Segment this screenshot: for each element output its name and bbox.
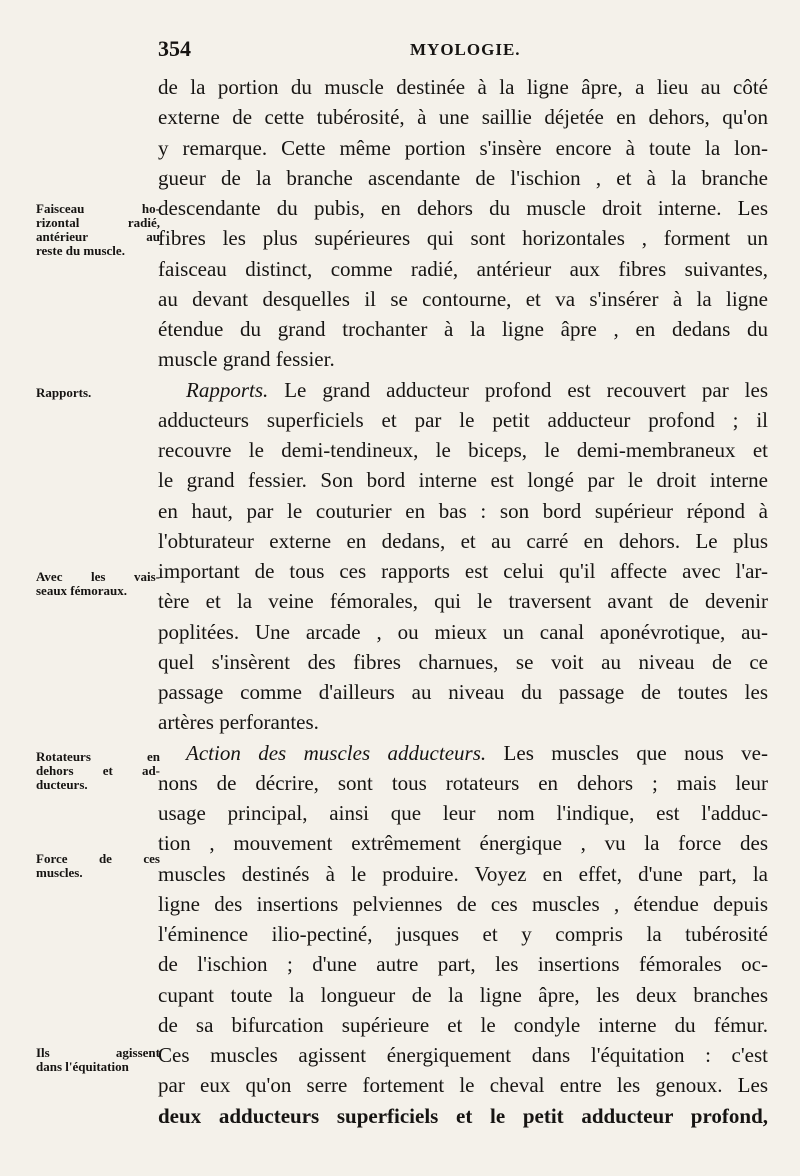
section-lead-rapports: Rapports. (186, 377, 269, 402)
margin-note-line: rizontal radié, (36, 215, 160, 230)
margin-note-line: seaux fémoraux. (36, 583, 127, 598)
text-line: muscles destinés à le produire. Voyez en effet, d'une part, la (158, 861, 768, 886)
margin-note-rapports (36, 386, 160, 400)
page-number: 354 (158, 36, 191, 61)
text-line: externe de cette tubérosité, à une saillie déjetée en dehors, qu'on (158, 105, 768, 130)
text-line: par eux qu'on serre fortement le cheval entre les genoux. Les (158, 1073, 768, 1098)
text-line: deux adducteurs superficiels et le petit adducteur profond, (158, 1103, 768, 1128)
text-line: gueur de la branche ascendante de l'ischion , et à la branche (158, 165, 768, 190)
margin-note-line: Avec les vais- (36, 569, 160, 584)
text-line: le grand fessier. Son bord interne est longé par le droit interne (158, 468, 768, 493)
text-line: en haut, par le couturier en bas : son bord supérieur répond à (158, 498, 768, 523)
text-line: recouvre le demi-tendineux, le biceps, le demi-membraneux et (158, 438, 768, 462)
text-line: ligne des insertions pelviennes de ces muscles , étendue depuis (158, 891, 768, 916)
text-line: l'éminence ilio-pectiné, jusques et y compris la tubérosité (158, 922, 768, 946)
text-line: tère et la veine fémorales, qui le traversent avant de devenir (158, 589, 768, 614)
text-line: important de tous ces rapports est celui qu'il affecte avec l'ar- (158, 559, 768, 583)
margin-note-line: reste du muscle. (36, 243, 125, 258)
text-line: quel s'insèrent des fibres charnues, se voit au niveau de ce (158, 649, 768, 674)
text-line: de la portion du muscle destinée à la ligne âpre, a lieu au côté (158, 75, 768, 99)
text-line: nons de décrire, sont tous rotateurs en dehors ; mais leur (158, 770, 768, 795)
text-line: poplitées. Une arcade , ou mieux un canal aponévrotique, au- (158, 619, 768, 644)
margin-note-rotateurs (36, 750, 160, 792)
margin-note-line: Rotateurs en (36, 749, 160, 764)
text-line: muscle grand fessier. (158, 347, 335, 372)
margin-note-line: ducteurs. (36, 777, 88, 792)
text-line: étendue du grand trochanter à la ligne âpre , en dedans du (158, 317, 768, 341)
text-line: au devant desquelles il se contourne, et va s'insérer à la ligne (158, 286, 768, 311)
paragraph-rapports-first-line (158, 375, 768, 405)
running-title: MYOLOGIE. (410, 40, 521, 59)
text-line: cupant toute la longueur de la ligne âpre, les deux branches (158, 982, 768, 1007)
body-text (158, 72, 768, 1131)
margin-note-vaisseaux (36, 570, 160, 598)
margin-note-line: Rapports. (36, 385, 92, 400)
margin-note-force (36, 852, 160, 880)
text-line: faisceau distinct, comme radié, antérieur aux fibres suivantes, (158, 256, 768, 281)
margin-note-line: antérieur au (36, 229, 160, 244)
text-line: artères perforantes. (158, 710, 319, 735)
text-line: Les muscles que nous ve- (503, 740, 768, 765)
text-line: Ces muscles agissent énergiquement dans l'équitation : c'est (158, 1043, 768, 1067)
text-line: de l'ischion ; d'une autre part, les insertions fémorales oc- (158, 952, 768, 977)
margin-note-line: Force de ces (36, 851, 160, 866)
margin-note-equitation (36, 1046, 160, 1074)
text-line: descendante du pubis, en dehors du muscle droit interne. Les (158, 196, 768, 220)
margin-note-line: dans l'équitation (36, 1059, 129, 1074)
text-line: tion , mouvement extrêmement énergique , vu la force des (158, 831, 768, 856)
text-line: y remarque. Cette même portion s'insère encore à toute la lon- (158, 135, 768, 160)
margin-note-line: dehors et ad- (36, 763, 160, 778)
text-line: passage comme d'ailleurs au niveau du passage de toutes les (158, 680, 768, 704)
page-header (158, 36, 758, 62)
text-line: l'obturateur externe en dedans, et au carré en dehors. Le plus (158, 528, 768, 553)
text-line: usage principal, ainsi que leur nom l'indique, est l'adduc- (158, 801, 768, 825)
section-lead-action: Action des muscles adducteurs. (186, 740, 487, 765)
text-line: Le grand adducteur profond est recouvert par les (284, 377, 768, 402)
margin-note-line: muscles. (36, 865, 83, 880)
margin-note-line: Ils agissent (36, 1045, 160, 1060)
text-line: fibres les plus supérieures qui sont horizontales , forment un (158, 226, 768, 251)
margin-note-faisceau (36, 202, 160, 258)
text-line: de sa bifurcation supérieure et le condyle interne du fémur. (158, 1012, 768, 1037)
paragraph-action-first-line (158, 738, 768, 768)
text-line: adducteurs superficiels et par le petit adducteur profond ; il (158, 407, 768, 432)
margin-note-line: Faisceau ho- (36, 201, 160, 216)
